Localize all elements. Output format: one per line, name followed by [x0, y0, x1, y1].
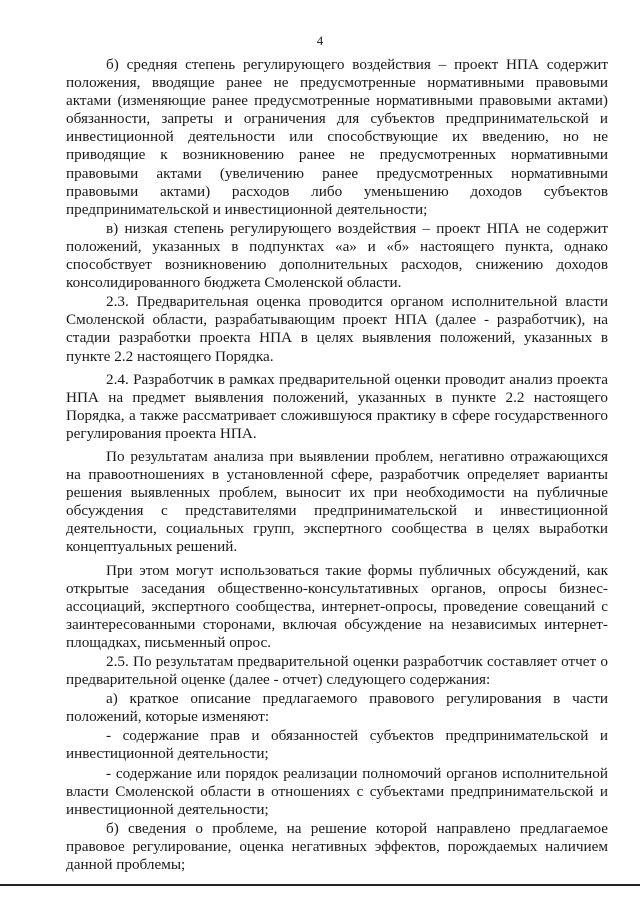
paragraph-discussion-forms: При этом могут использоваться такие формы публичных обсуждений, как открытые заседания общественно-консультативных органов, опросы бизнес-ассоциаций, экспертного сообщества, интернет-опросы, проведение совещаний с заинтересованными сторонами, включая обсуждение на независимых интернет-площадках, письменный опрос.: [66, 561, 608, 651]
paragraph-rights-duties: - содержание прав и обязанностей субъектов предпринимательской и инвестиционной деятельности;: [66, 727, 608, 763]
paragraph-2-5: 2.5. По результатам предварительной оценки разработчик составляет отчет о предварительной оценке (далее - отчет) следующего содержания:: [66, 653, 608, 689]
paragraph-item-a: а) краткое описание предлагаемого правового регулирования в части положений, которые изменяют:: [66, 690, 608, 726]
paragraph-analysis-results: По результатам анализа при выявлении проблем, негативно отражающихся на правоотношениях в установленной сфере, разработчик определяет варианты решения выявленных проблем, выносит их при необходимости на публичные обсуждения с представителями предпринимательской и инвестиционной деятельности, социальных групп, экспертного сообщества в целях выработки концептуальных решений.: [66, 447, 608, 556]
paragraph-2-3: 2.3. Предварительная оценка проводится органом исполнительной власти Смоленской области, разрабатывающим проект НПА (далее - разработчик), на стадии разработки проекта НПА в целях выявления положений, указанных в пункте 2.2 настоящего Порядка.: [66, 293, 608, 365]
paragraph-item-b: б) сведения о проблеме, на решение которой направлено предлагаемое правовое регулирование, оценка негативных эффектов, порождаемых наличием данной проблемы;: [66, 819, 608, 874]
paragraph-medium-impact: б) средняя степень регулирующего воздействия – проект НПА содержит положения, вводящие ранее не предусмотренные нормативными правовыми актами (изменяющие ранее предусмотренные нормативными правовыми актами) обязанности, запреты и ограничения для субъектов предпринимательской и инвестиционной деятельности или способствующие их введению, но не приводящие к возникновению ранее не предусмотренных нормативными правовыми актами (увеличению ранее предусмотренных нормативными правовыми актами) расходов либо уменьшению доходов субъектов предпринимательской и инвестиционной деятельности;: [66, 56, 608, 218]
document-body: [66, 56, 608, 874]
page-number: 4: [316, 33, 324, 48]
bottom-rule: [0, 884, 640, 886]
paragraph-low-impact: в) низкая степень регулирующего воздействия – проект НПА не содержит положений, указанных в подпунктах «а» и «б» настоящего пункта, однако способствует возникновению дополнительных расходов, снижению доходов консолидированного бюджета Смоленской области.: [66, 219, 608, 292]
paragraph-2-4: 2.4. Разработчик в рамках предварительной оценки проводит анализ проекта НПА на предмет выявления положений, указанных в пункте 2.2 настоящего Порядка, а также рассматривает сложившуюся практику в сфере государственного регулирования проекта НПА.: [66, 370, 608, 442]
paragraph-authority-powers: - содержание или порядок реализации полномочий органов исполнительной власти Смоленской области в отношениях с субъектами предпринимательской и инвестиционной деятельности;: [66, 764, 608, 818]
